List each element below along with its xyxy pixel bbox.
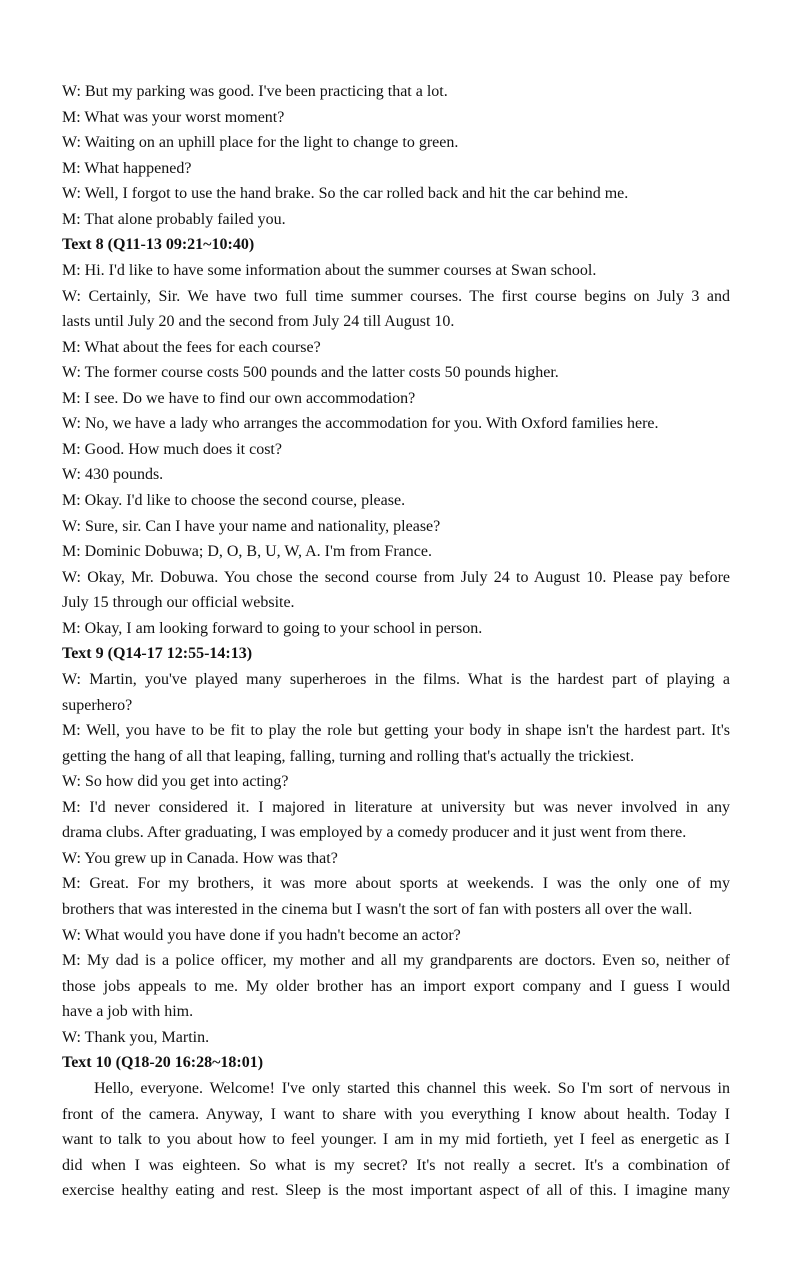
- text-line: M: That alone probably failed you.: [62, 210, 286, 228]
- transcript-paragraph: [62, 1076, 730, 1204]
- transcript-paragraph: [62, 411, 730, 437]
- text-line: drama clubs. After graduating, I was employed by a comedy producer and it just went from there.: [62, 824, 687, 842]
- transcript-paragraph: [62, 488, 730, 514]
- transcript-paragraph: [62, 79, 730, 105]
- transcript-paragraph: [62, 667, 730, 718]
- text-line: W: 430 pounds.: [62, 466, 164, 484]
- transcript-paragraph: [62, 386, 730, 412]
- text-line: W: Waiting on an uphill place for the light to change to green.: [62, 134, 459, 152]
- text-line: Hello, everyone. Welcome! I've only started this channel this week. So I'm sort of nervous in: [94, 1079, 730, 1097]
- transcript-paragraph: [62, 1025, 730, 1051]
- transcript-paragraph: [62, 616, 730, 642]
- transcript-paragraph: [62, 514, 730, 540]
- transcript-paragraph: [62, 335, 730, 361]
- text-line: M: What happened?: [62, 159, 192, 177]
- section-heading: [62, 232, 730, 258]
- transcript-paragraph: [62, 462, 730, 488]
- text-line: want to talk to you about how to feel younger. I am in my mid fortieth, yet I feel as energetic as I: [62, 1131, 730, 1149]
- transcript-paragraph: [62, 130, 730, 156]
- text-line: W: Okay, Mr. Dobuwa. You chose the second course from July 24 to August 10. Please pay before: [62, 568, 730, 586]
- text-line: M: My dad is a police officer, my mother and all my grandparents are doctors. Even so, neither of: [62, 952, 730, 970]
- transcript-paragraph: [62, 769, 730, 795]
- transcript-paragraph: [62, 795, 730, 846]
- text-line: W: Well, I forgot to use the hand brake. So the car rolled back and hit the car behind me.: [62, 185, 629, 203]
- text-line: W: You grew up in Canada. How was that?: [62, 849, 338, 867]
- transcript-paragraph: [62, 437, 730, 463]
- text-line: exercise healthy eating and rest. Sleep is the most important aspect of all of this. I imagine many: [62, 1182, 730, 1200]
- transcript-paragraph: [62, 565, 730, 616]
- text-line: July 15 through our official website.: [62, 594, 295, 612]
- text-line: getting the hang of all that leaping, falling, turning and rolling that's actually the trickiest.: [62, 747, 635, 765]
- text-line: M: Okay. I'd like to choose the second course, please.: [62, 492, 406, 509]
- transcript-paragraph: [62, 539, 730, 565]
- text-line: M: Good. How much does it cost?: [62, 440, 282, 458]
- transcript-paragraph: [62, 156, 730, 182]
- text-line: W: So how did you get into acting?: [62, 773, 289, 791]
- text-line: lasts until July 20 and the second from July 24 till August 10.: [62, 313, 455, 331]
- transcript-paragraph: [62, 207, 730, 233]
- text-line: M: Okay, I am looking forward to going to your school in person.: [62, 619, 483, 637]
- section-heading: [62, 1050, 730, 1076]
- transcript-paragraph: [62, 284, 730, 335]
- text-line: W: No, we have a lady who arranges the accommodation for you. With Oxford families here.: [62, 415, 659, 433]
- text-line: front of the camera. Anyway, I want to share with you everything I know about health. Today I: [62, 1105, 730, 1123]
- text-line: W: Thank you, Martin.: [62, 1028, 210, 1046]
- text-line: Text 8 (Q11-13 09:21~10:40): [62, 236, 255, 254]
- text-line: M: I see. Do we have to find our own accommodation?: [62, 389, 416, 407]
- text-line: M: Dominic Dobuwa; D, O, B, U, W, A. I'm from France.: [62, 543, 432, 561]
- text-line: W: Martin, you've played many superheroes in the films. What is the hardest part of playing a: [62, 670, 730, 688]
- transcript-page: [62, 79, 730, 1204]
- text-line: M: Hi. I'd like to have some information about the summer courses at Swan school.: [62, 261, 597, 279]
- transcript-paragraph: [62, 718, 730, 769]
- text-line: superhero?: [62, 696, 133, 714]
- transcript-paragraph: [62, 871, 730, 922]
- text-line: those jobs appeals to me. My older brother has an import export company and I guess I would: [62, 977, 730, 995]
- text-line: Text 10 (Q18-20 16:28~18:01): [62, 1054, 264, 1072]
- transcript-paragraph: [62, 258, 730, 284]
- text-line: M: Great. For my brothers, it was more about sports at weekends. I was the only one of my: [62, 875, 730, 893]
- transcript-paragraph: [62, 181, 730, 207]
- text-line: M: I'd never considered it. I majored in literature at university but was never involved in any: [62, 798, 730, 816]
- text-line: W: Sure, sir. Can I have your name and nationality, please?: [62, 517, 441, 535]
- text-line: W: But my parking was good. I've been practicing that a lot.: [62, 83, 448, 100]
- text-line: W: What would you have done if you hadn't become an actor?: [62, 926, 461, 944]
- text-line: have a job with him.: [62, 1003, 194, 1021]
- section-heading: [62, 641, 730, 667]
- text-line: W: Certainly, Sir. We have two full time summer courses. The first course begins on July 3 and: [62, 287, 730, 305]
- text-line: brothers that was interested in the cinema but I wasn't the sort of fan with posters all over the wall.: [62, 901, 693, 918]
- text-line: M: What about the fees for each course?: [62, 338, 321, 356]
- transcript-paragraph: [62, 923, 730, 949]
- transcript-paragraph: [62, 846, 730, 872]
- text-line: Text 9 (Q14-17 12:55-14:13): [62, 645, 253, 663]
- text-line: M: Well, you have to be fit to play the role but getting your body in shape isn't the hardest part. It's: [62, 722, 730, 740]
- transcript-paragraph: [62, 360, 730, 386]
- text-line: W: The former course costs 500 pounds and the latter costs 50 pounds higher.: [62, 364, 559, 382]
- text-line: M: What was your worst moment?: [62, 108, 285, 126]
- text-line: did when I was eighteen. So what is my secret? It's not really a secret. It's a combination of: [62, 1156, 730, 1174]
- transcript-paragraph: [62, 105, 730, 131]
- transcript-paragraph: [62, 948, 730, 1025]
